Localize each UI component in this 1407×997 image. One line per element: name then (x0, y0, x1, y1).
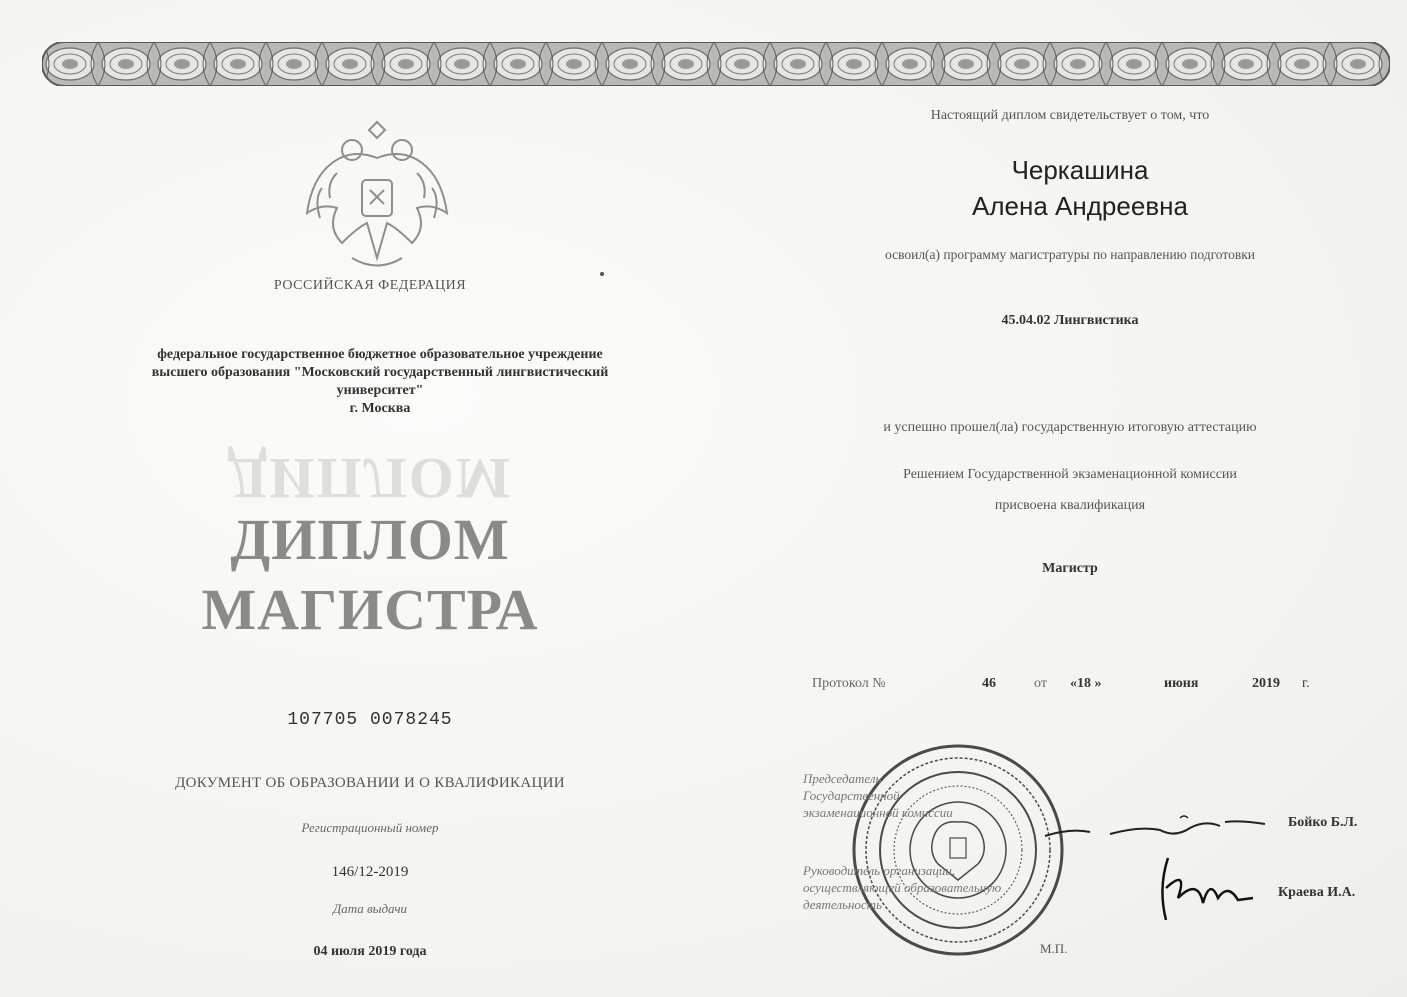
attestation-text: и успешно прошел(ла) государственную итоговую аттестацию (883, 420, 1257, 435)
university-name (80, 346, 680, 418)
intro-text: Настоящий диплом свидетельствует о том, что (930, 108, 1210, 123)
head-signature-icon (1148, 848, 1258, 928)
decision-text-1: Решением Государственной экзаменационной комиссии (903, 467, 1237, 482)
head-title (803, 862, 1103, 913)
stamp-place-label: М.П. (1040, 941, 1068, 956)
speck (600, 272, 604, 276)
specialty: 45.04.02 Лингвистика (1001, 313, 1139, 328)
protocol-from: от (1034, 676, 1047, 691)
ornamental-border-band (42, 42, 1390, 86)
head-title-line-3: деятельность (803, 897, 882, 912)
graduate-given-names: Алена Андреевна (972, 191, 1188, 221)
chair-title-line-2: Государственной (803, 788, 900, 803)
country-label: РОССИЙСКАЯ ФЕДЕРАЦИЯ (273, 278, 467, 293)
protocol-day: «18 » (1070, 676, 1102, 691)
coat-of-arms-icon (292, 118, 462, 278)
protocol-label: Протокол № (812, 676, 886, 691)
head-name: Краева И.А. (1278, 885, 1356, 900)
document-type: ДОКУМЕНТ ОБ ОБРАЗОВАНИИ И О КВАЛИФИКАЦИИ (175, 775, 565, 791)
serial-number: 107705 0078245 (287, 710, 453, 730)
title-show-through: ДИПЛОМ (227, 446, 513, 511)
protocol-year: 2019 (1252, 676, 1280, 691)
chair-title-line-1: Председатель (803, 771, 882, 786)
protocol-year-suffix: г. (1302, 676, 1310, 691)
university-line-2: высшего образования "Московский государственный лингвистический (151, 365, 609, 380)
graduate-name (880, 152, 1280, 224)
graduate-surname: Черкашина (1011, 155, 1149, 185)
city-label: г. Москва (349, 401, 411, 416)
chair-title (803, 770, 1063, 821)
issue-date-label: Дата выдачи (332, 901, 408, 916)
head-title-line-1: Руководитель организации, (803, 863, 956, 878)
chair-signature-icon (1040, 808, 1270, 848)
university-line-1: федеральное государственное бюджетное образовательное учреждение (157, 347, 603, 362)
title-line-2: МАГИСТРА (201, 577, 539, 642)
university-line-3: университет" (336, 383, 424, 398)
head-title-line-2: осуществляющей образовательную (803, 880, 1002, 895)
protocol-number: 46 (982, 676, 996, 691)
registration-number-label: Регистрационный номер (301, 820, 439, 835)
program-text: освоил(а) программу магистратуры по направлению подготовки (884, 247, 1255, 262)
issue-date: 04 июля 2019 года (313, 944, 427, 959)
protocol-month: июня (1164, 676, 1199, 691)
title-line-1: ДИПЛОМ (230, 507, 510, 572)
chair-title-line-3: экзаменационной комиссии (803, 805, 953, 820)
diploma-title (150, 505, 590, 645)
decision-text-2: присвоена квалификация (994, 498, 1146, 513)
qualification: Магистр (1042, 561, 1098, 576)
registration-number: 146/12-2019 (331, 864, 409, 880)
chair-name: Бойко Б.Л. (1288, 815, 1358, 830)
protocol-line (812, 676, 1332, 700)
